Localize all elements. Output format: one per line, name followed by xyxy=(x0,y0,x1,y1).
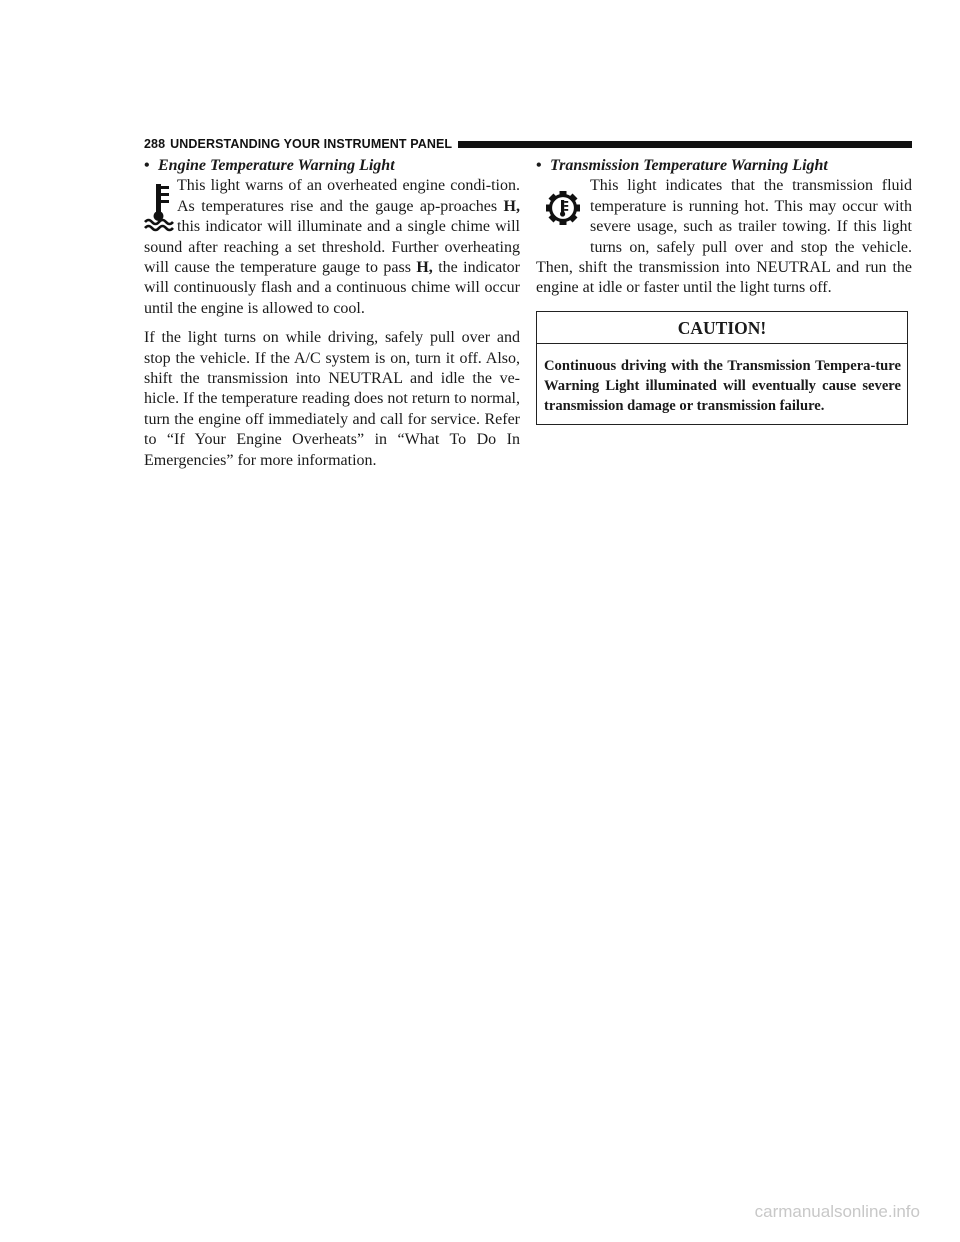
caution-title: CAUTION! xyxy=(537,312,907,344)
page-number: 288 xyxy=(144,137,166,151)
engine-coolant-temperature-icon xyxy=(144,178,177,236)
right-column xyxy=(536,156,912,425)
engine-temp-description: This light warns of an overheated engine condi-tion. As temperatures rise and the gauge ap-proaches H, this indicator will illuminate and a single chime will sound after reaching a set threshold. Further overheating will cause the temperature gauge to pass H, the indicator will continuously flash and a continuous chime will occur until the engine is allowed to cool. xyxy=(144,177,520,317)
transmission-temperature-gear-icon xyxy=(536,178,590,238)
transmission-temp-heading xyxy=(536,156,912,176)
left-column xyxy=(144,156,520,471)
page-header xyxy=(144,134,912,154)
section-title: UNDERSTANDING YOUR INSTRUMENT PANEL xyxy=(170,137,453,151)
header-rule xyxy=(458,141,912,148)
engine-temp-instructions: If the light turns on while driving, safely pull over and stop the vehicle. If the A/C system is on, turn it off. Also, shift the transmission into NEUTRAL and idle the ve-hicle. If the temperature reading does not return to normal, turn the engine off immediately and call for service. Refer to “If Your Engine Overheats” in “What To Do In Emergencies” for more information. xyxy=(144,329,520,469)
caution-body: Continuous driving with the Transmission Tempera-ture Warning Light illuminated will eventually cause severe transmission damage or transmission failure. xyxy=(544,358,901,415)
caution-box xyxy=(536,311,908,425)
transmission-temp-description: This light indicates that the transmission fluid temperature is running hot. This may occur with severe usage, such as trailer towing. If this light turns on, safely pull over and stop the vehicle. Then, shift the transmission into NEUTRAL and run the engine at idle or faster until the light turns off. xyxy=(536,177,912,297)
watermark: carmanualsonline.info xyxy=(754,1202,920,1221)
bullet-marker: • xyxy=(144,157,150,174)
engine-temp-heading xyxy=(144,156,520,176)
transmission-temp-title: Transmission Temperature Warning Light xyxy=(550,157,828,174)
engine-temp-title: Engine Temperature Warning Light xyxy=(158,157,395,174)
bullet-marker: • xyxy=(536,157,542,174)
